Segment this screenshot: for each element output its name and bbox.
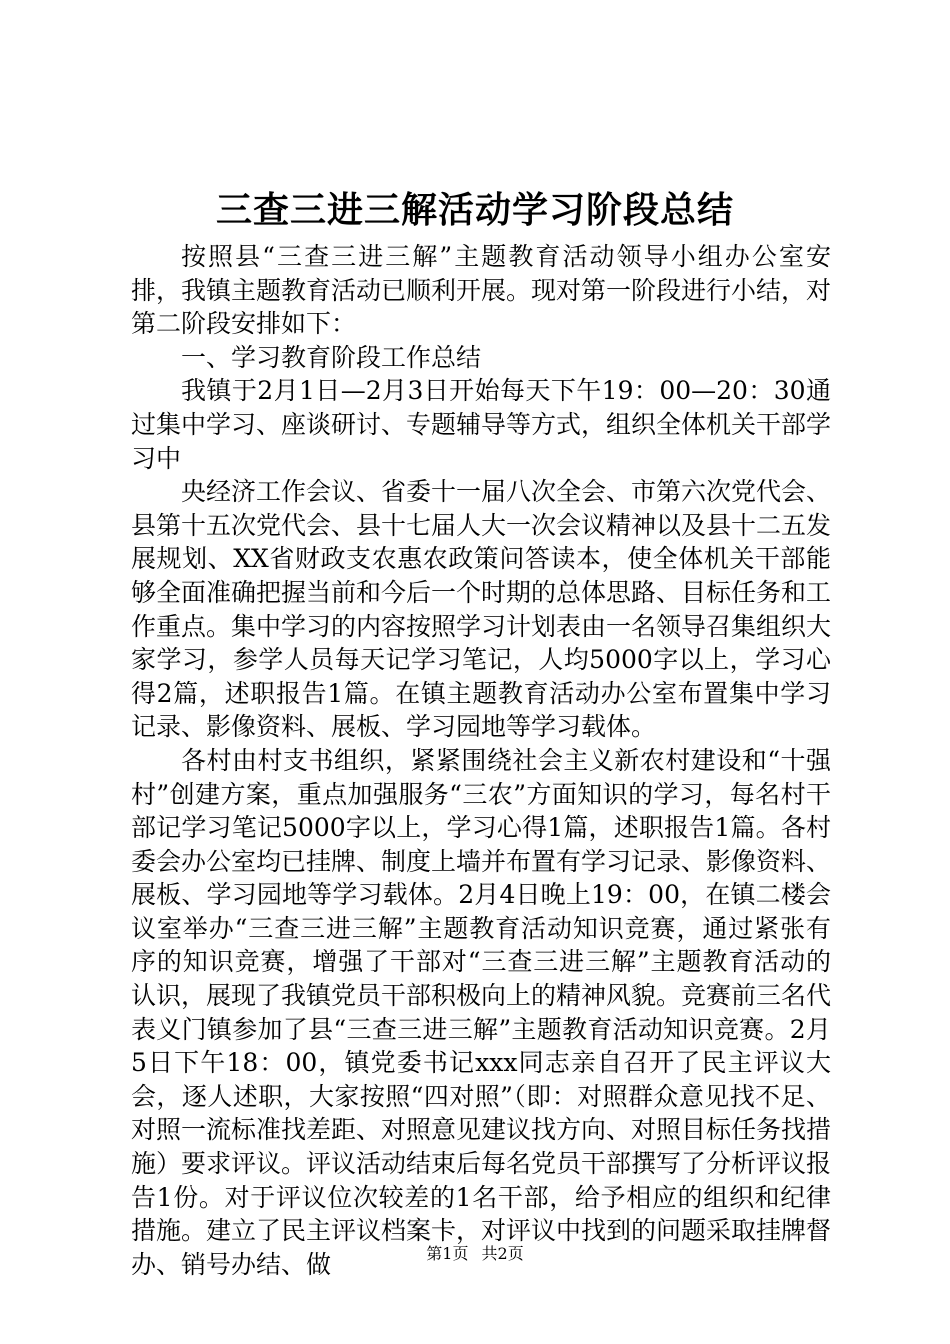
paragraph-study-content: 央经济工作会议、省委十一届八次全会、市第六次党代会、县第十五次党代会、县十七届人大一次会议精神以及县十二五发展规划、XX省财政支农惠农政策问答读本，使全体机关干部能够全面准确把握当前和今后一个时期的总体思路、目标任务和工作重点。集中学习的内容按照学习计划表由一名领导召集组织大家学习，参学人员每天记学习笔记，人均5000字以上，学习心得2篇，述职报告1篇。在镇主题教育活动办公室布置集中学习记录、影像资料、展板、学习园地等学习载体。 [131,477,832,742]
document-title: 三查三进三解活动学习阶段总结 [215,189,734,231]
page-footer [0,1244,950,1264]
page-number: 第1页 [426,1244,469,1263]
paragraph-study-schedule: 我镇于2月1日—2月3日开始每天下午19：00—20：30通过集中学习、座谈研讨、专题辅导等方式，组织全体机关干部学习中 [131,376,832,473]
document-body [131,240,831,1281]
page-total: 共2页 [481,1244,524,1263]
paragraph-intro: 按照县“三查三进三解”主题教育活动领导小组办公室安排，我镇主题教育活动已顺利开展。现对第一阶段进行小结，对第二阶段安排如下： [131,242,832,339]
paragraph-village-study: 各村由村支书组织，紧紧围绕社会主义新农村建设和“十强村”创建方案，重点加强服务“三农”方面知识的学习，每名村干部记学习笔记5000字以上，学习心得1篇，述职报告1篇。各村委会办公室均已挂牌、制度上墙并布置有学习记录、影像资料、展板、学习园地等学习载体。2月4日晚上19：00，在镇二楼会议室举办“三查三进三解”主题教育活动知识竞赛，通过紧张有序的知识竞赛，增强了干部对“三查三进三解”主题教育活动的认识，展现了我镇党员干部积极向上的精神风貌。竞赛前三名代表义门镇参加了县“三查三进三解”主题教育活动知识竞赛。2月5日下午18：00，镇党委书记xxx同志亲自召开了民主评议大会，逐人述职，大家按照“四对照”（即：对照群众意见找不足、对照一流标准找差距、对照意见建议找方向、对照目标任务找措施）要求评议。评议活动结束后每名党员干部撰写了分析评议报告1份。对于评议位次较差的1名干部，给予相应的组织和纪律措施。建立了民主评议档案卡，对评议中找到的问题采取挂牌督办、销号办结、做 [131,745,832,1279]
section-heading: 一、学习教育阶段工作总结 [181,342,482,372]
